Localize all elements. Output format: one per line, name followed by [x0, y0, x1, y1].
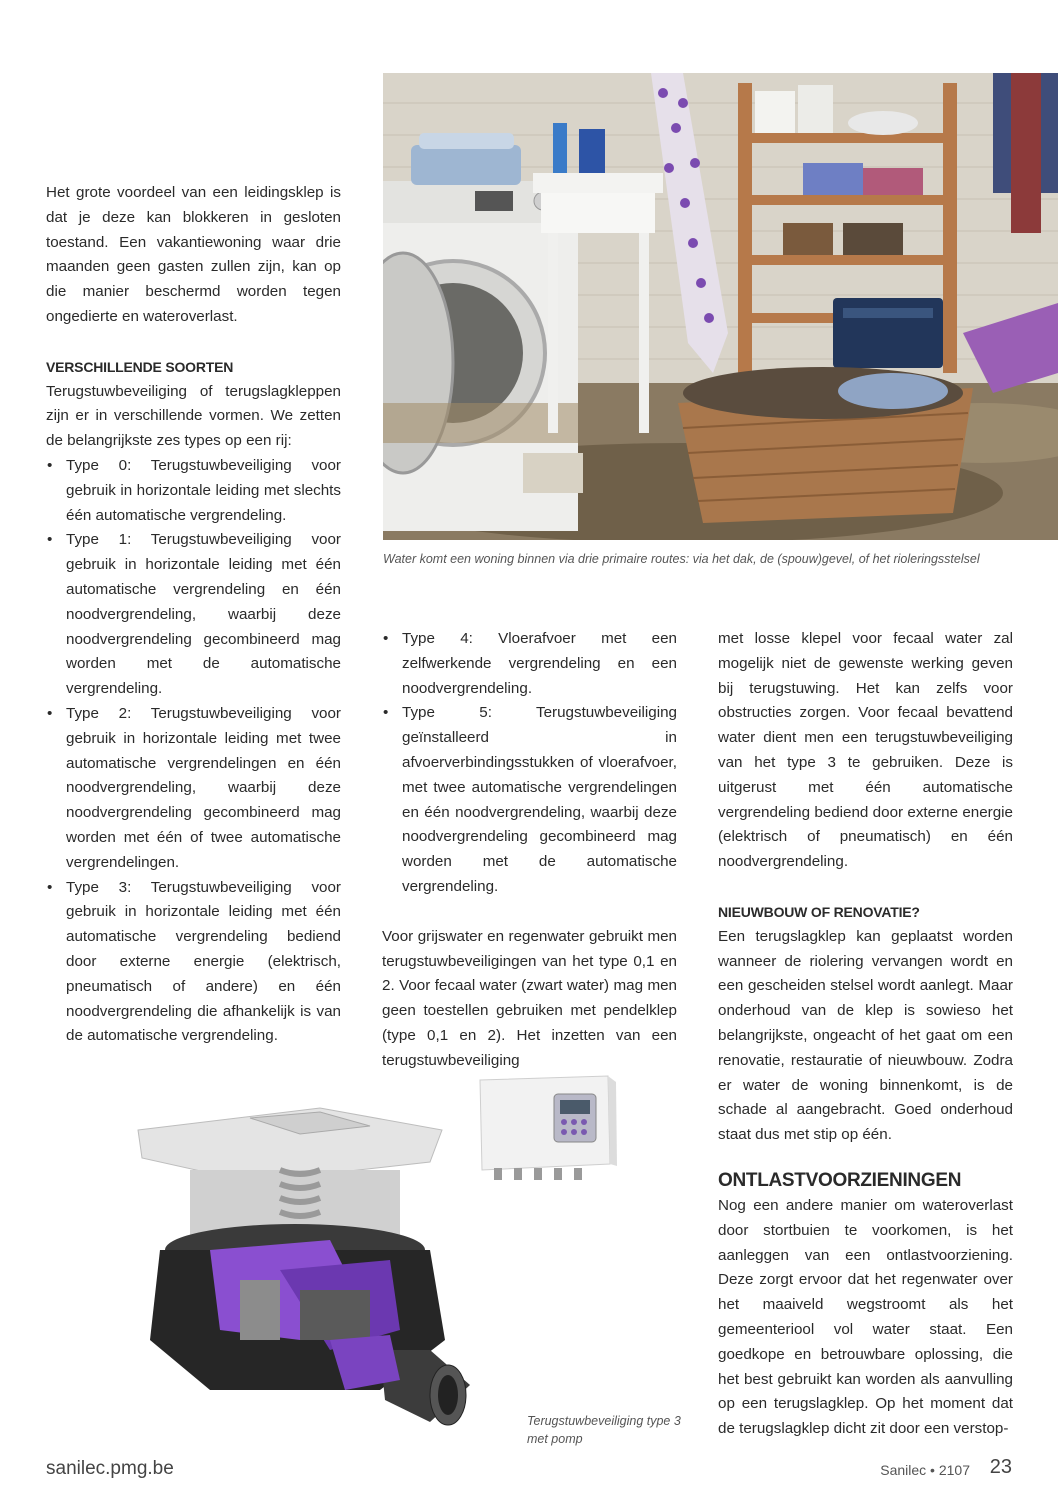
types-list — [46, 454, 341, 1049]
footer-magazine: Sanilec • 2107 — [880, 1462, 970, 1478]
list-item: • Type 5: Terugstuwbeveiliging geïnstalleerd in afvoerverbindingsstukken of vloerafvoer, met twee automatische vergrendelingen en één noodvergrendeling, waarbij deze noodvergrendeling gecombineerd mag worden met de automatische vergrendeling. — [382, 701, 677, 899]
page-number: 23 — [989, 1456, 1012, 1478]
ontlast-paragraph: Nog een andere manier om wateroverlast door stortbuien te voorkomen, is het aanleggen van een ontlastvoorziening. Deze zorgt ervoor dat het regenwater over het maaiveld wegstroomt als het gemeenteriool vol water staat. Een goedkope en betrouwbare oplossing, die het best gebruikt kan worden als aanvulling op een terugslagklep. Op het moment dat de terugslagklep dicht zit door een verstop- — [718, 1196, 1013, 1438]
intro-paragraph: Het grote voordeel van een leidingsklep is dat je deze kan blokkeren in gesloten toestand. Een vakantiewoning waar drie maanden geen gasten zullen zijn, kan op die manier beschermd worden tegen ongedierte en wateroverlast. — [46, 184, 341, 325]
list-item: • Type 1: Terugstuwbeveiliging voor gebruik in horizontale leiding met één automatische vergrendeling en één noodvergrendeling, waarbij deze noodvergrendeling gecombineerd mag worden met de automatische vergrendeling. — [46, 528, 341, 702]
section-heading-soorten: VERSCHILLENDE SOORTEN — [46, 358, 234, 375]
section-heading-ontlast: ONTLASTVOORZIENINGEN — [718, 1169, 962, 1191]
types-list-continued — [382, 627, 677, 900]
text-column-1 — [46, 181, 341, 1049]
product-caption: Terugstuwbeveiliging type 3 met pomp — [527, 1414, 681, 1446]
nieuwbouw-paragraph: Een terugslagklep kan geplaatst worden wanneer de riolering vervangen wordt en een gescheiden stelsel wordt aanlegt. Maar onderhoud van de klep is sowieso het belangrijkste, ongeacht of het gaat om een renovatie, restauratie of nieuwbouw. Zodra er water de woning binnenkomt, is de schade al aangebracht. Goed onderhoud staat dus met stip op één. — [718, 927, 1013, 1144]
water-types-paragraph: Voor grijswater en regenwater gebruikt men terugstuwbeveiligingen van het type 0,1 en 2. Voor fecaal water (zwart water) mag men geen toestellen gebruiken met pendelklep (type 0,1 en 2). Het inzetten van een terugstuwbeveiliging — [382, 927, 677, 1069]
section-heading-nieuwbouw: NIEUWBOUW OF RENOVATIE? — [718, 903, 920, 920]
text-column-2 — [382, 627, 677, 1074]
list-item: • Type 2: Terugstuwbeveiliging voor gebruik in horizontale leiding met twee automatische vergrendelingen en één noodvergrendeling, waarbij deze noodvergrendeling gecombineerd mag worden met één of twee automatische vergrendelingen. — [46, 702, 341, 876]
fecaal-paragraph: met losse klepel voor fecaal water zal mogelijk niet de gewenste werking geven bij terugstuwing. Het kan zelfs voor obstructies zorgen. Voor fecaal bevattend water dient men een terugstuwbeveiliging van het type 3 te gebruiken. Deze is uitgerust met één automatische vergrendeling bediend door externe energie (elektrisch of pneumatisch) en één noodvergrendeling. — [718, 630, 1013, 871]
backflow-valve-pump-image — [130, 1100, 475, 1430]
list-item: • Type 4: Vloerafvoer met een zelfwerkende vergrendeling en een noodvergrendeling. — [382, 627, 677, 701]
photo-caption: Water komt een woning binnen via drie primaire routes: via het dak, de (spouw)gevel, of het rioleringsstelsel — [383, 552, 980, 566]
flooded-laundry-photo — [383, 73, 1058, 540]
text-column-3 — [718, 627, 1013, 1442]
pump-controller-image — [470, 1072, 620, 1184]
types-lead-paragraph: Terugstuwbeveiliging of terugslagkleppen zijn er in verschillende vormen. We zetten de belangrijkste zes types op een rij: — [46, 382, 341, 450]
list-item: • Type 0: Terugstuwbeveiliging voor gebruik in horizontale leiding met slechts één automatische vergrendeling. — [46, 454, 341, 528]
footer-website: sanilec.pmg.be — [46, 1458, 174, 1479]
list-item: • Type 3: Terugstuwbeveiliging voor gebruik in horizontale leiding met één automatische vergrendeling bediend door externe energie (elektrisch, pneumatisch of andere) en één noodvergrendeling die afhankelijk is van de automatische vergrendeling. — [46, 876, 341, 1050]
